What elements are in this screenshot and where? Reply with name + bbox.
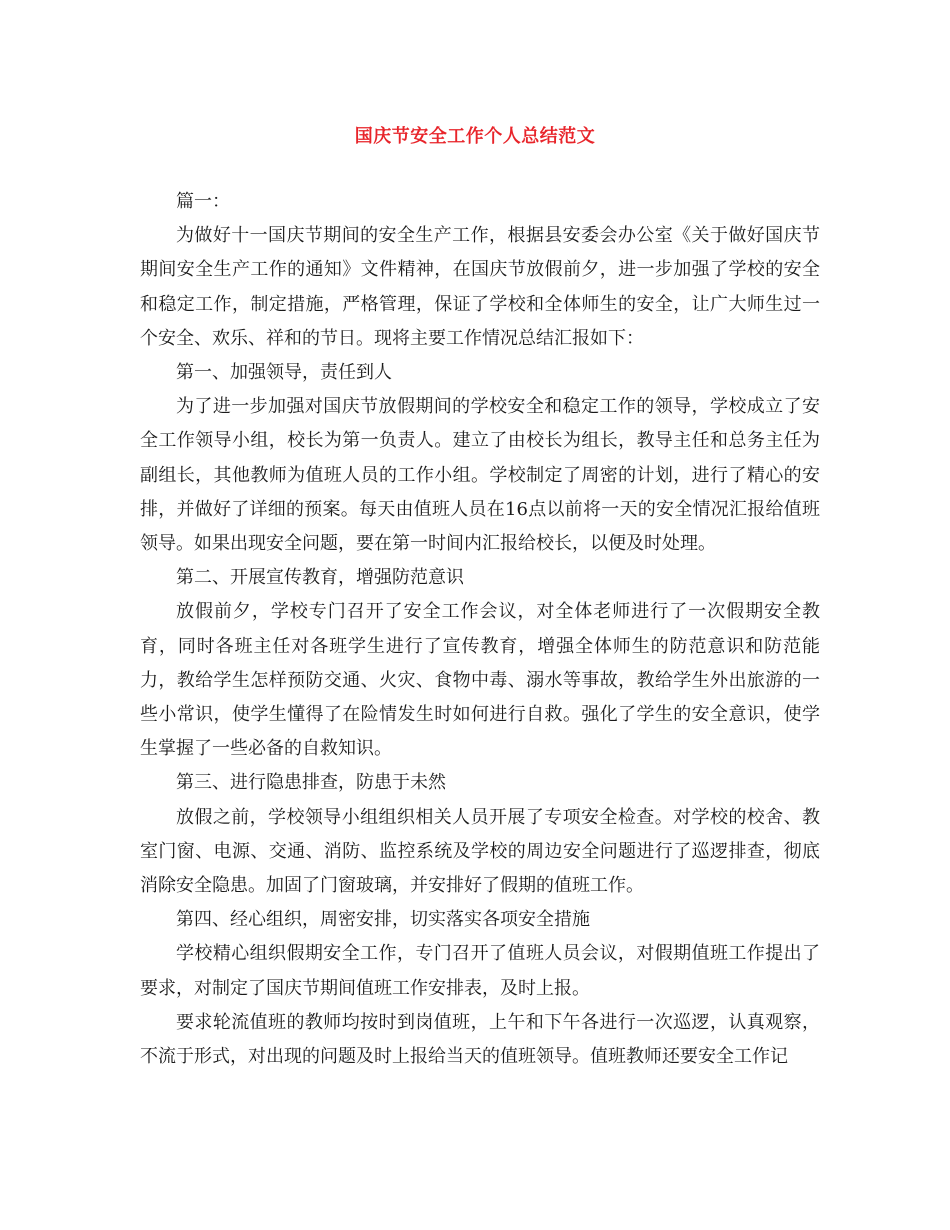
document-body [140, 185, 820, 1074]
heading-third-point: 第三、进行隐患排查，防患于未然 [176, 772, 446, 794]
heading-first-point: 第一、加强领导，责任到人 [176, 362, 392, 384]
paragraph-duty: 要求轮流值班的教师均按时到岗值班，上午和下午各进行一次巡逻，认真观察，不流于形式，对出现的问题及时上报给当天的值班领导。值班教师还要安全工作记 [140, 1011, 820, 1068]
heading-second-point: 第二、开展宣传教育，增强防范意识 [176, 567, 464, 589]
paragraph-organization: 学校精心组织假期安全工作，专门召开了值班人员会议，对假期值班工作提出了要求，对制定了国庆节期间值班工作安排表，及时上报。 [140, 943, 820, 999]
document-title: 国庆节安全工作个人总结范文 [354, 126, 596, 147]
paragraph-inspection: 放假之前，学校领导小组组织相关人员开展了专项安全检查。对学校的校舍、教室门窗、电源、交通、消防、监控系统及学校的周边安全问题进行了巡逻排查，彻底消除安全隐患。加固了门窗玻璃，并安排好了假期的值班工作。 [140, 806, 820, 897]
paragraph-education: 放假前夕，学校专门召开了安全工作会议，对全体老师进行了一次假期安全教育，同时各班主任对各班学生进行了宣传教育，增强全体师生的防范意识和防范能力，教给学生怎样预防交通、火灾、食物中毒、溺水等事故，教给学生外出旅游的一些小常识，使学生懂得了在险情发生时如何进行自救。强化了学生的安全意识，使学生掌握了一些必备的自救知识。 [140, 601, 820, 760]
paragraph-intro: 为做好十一国庆节期间的安全生产工作，根据县安委会办公室《关于做好国庆节期间安全生产工作的通知》文件精神，在国庆节放假前夕，进一步加强了学校的安全和稳定工作，制定措施，严格管理，保证了学校和全体师生的安全，让广大师生过一个安全、欢乐、祥和的节日。现将主要工作情况总结汇报如下： [140, 225, 820, 349]
heading-fourth-point: 第四、经心组织，周密安排，切实落实各项安全措施 [176, 909, 590, 931]
paragraph-leadership: 为了进一步加强对国庆节放假期间的学校安全和稳定工作的领导，学校成立了安全工作领导小组，校长为第一负责人。建立了由校长为组长，教导主任和总务主任为副组长，其他教师为值班人员的工作小组。学校制定了周密的计划，进行了精心的安排，并做好了详细的预案。每天由值班人员在16点以前将一天的安全情况汇报给值班领导。如果出现安全问题，要在第一时间内汇报给校长，以便及时处理。 [140, 396, 820, 555]
paragraph-section-label: 篇一： [176, 191, 230, 212]
